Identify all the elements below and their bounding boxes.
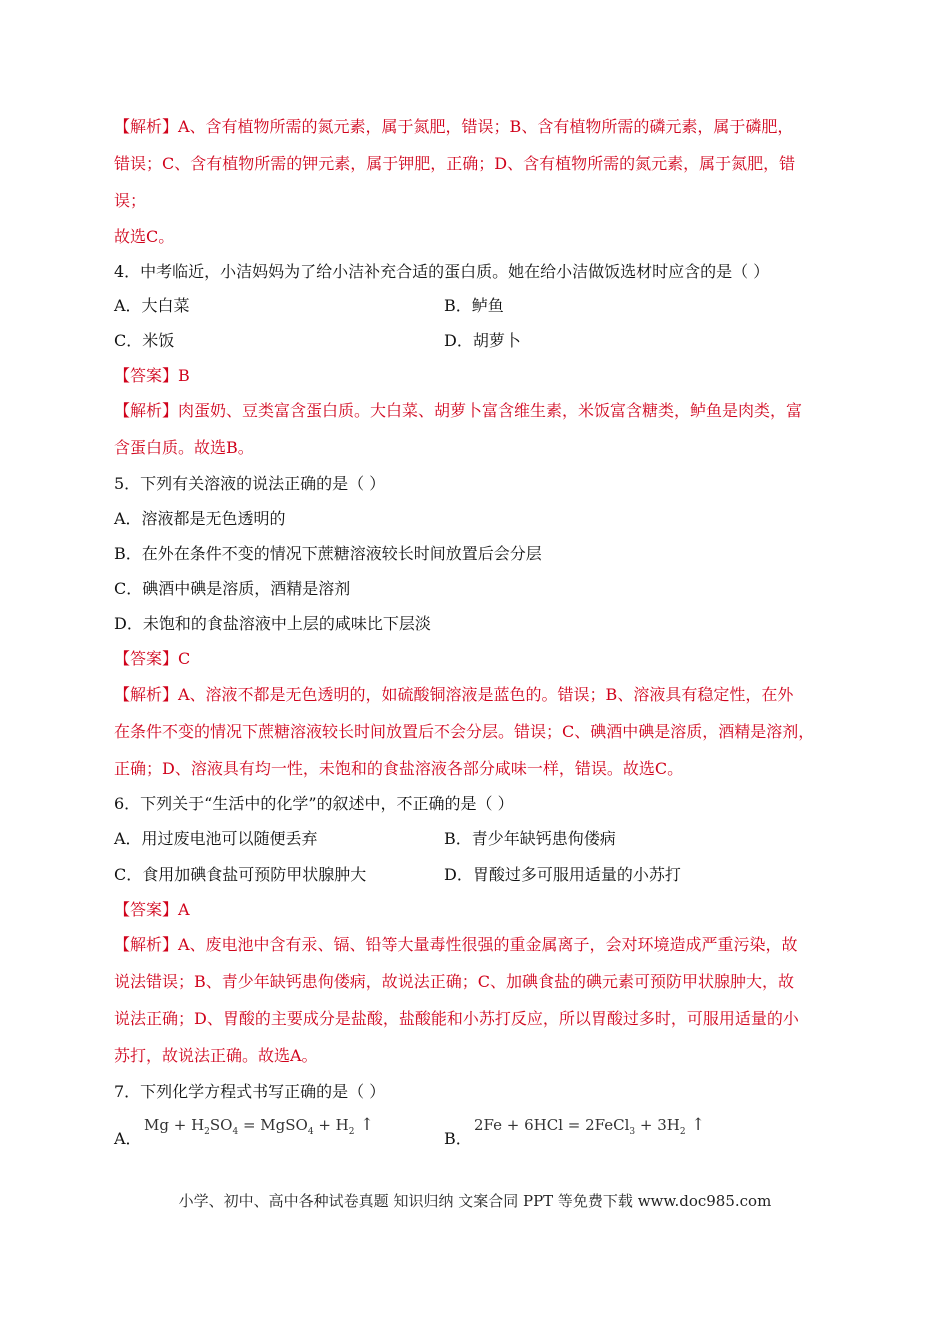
- q5-option-c: C．碘酒中碘是溶质，酒精是溶剂: [114, 579, 351, 598]
- q7-equation-a: $Mg + H_2SO_4$ = MgSO$_4$ + $H_2$ ↑: [144, 1115, 375, 1137]
- q4-option-a: A．大白菜: [114, 296, 190, 315]
- q7-option-a-label: A．: [114, 1129, 142, 1148]
- page-footer: 小学、初中、高中各种试卷真题 知识归纳 文案合同 PPT 等免费下载 www.doc985.com: [178, 1192, 772, 1210]
- q5-answer: 【答案】C: [114, 649, 191, 668]
- q4-option-c: C．米饭: [114, 331, 175, 350]
- q6-analysis-line1: 【解析】A、废电池中含有汞、镉、铅等大量毒性很强的重金属离子，会对环境造成严重污染，故: [114, 935, 798, 954]
- q3-analysis-line3: 误；: [114, 191, 147, 210]
- q6-answer: 【答案】A: [114, 900, 190, 919]
- q7-stem: 7．下列化学方程式书写正确的是（ ）: [114, 1082, 386, 1101]
- q6-analysis-line4: 苏打，故说法正确。故选A。: [114, 1046, 318, 1065]
- q5-option-d: D．未饱和的食盐溶液中上层的咸味比下层淡: [114, 614, 431, 633]
- q4-option-d: D．胡萝卜: [444, 331, 521, 350]
- q6-option-b: B．青少年缺钙患佝偻病: [444, 829, 616, 848]
- gas-arrow-icon: ↑: [685, 1115, 706, 1135]
- q5-option-a: A．溶液都是无色透明的: [114, 509, 286, 528]
- q7-option-b-label: B．: [444, 1129, 472, 1148]
- q6-option-a: A．用过废电池可以随便丢弃: [114, 829, 318, 848]
- q6-option-d: D．胃酸过多可服用适量的小苏打: [444, 865, 681, 884]
- q6-analysis-line2: 说法错误；B、青少年缺钙患佝偻病，故说法正确；C、加碘食盐的碘元素可预防甲状腺肿大，故: [114, 972, 795, 991]
- q3-conclusion: 故选C。: [114, 227, 175, 246]
- gas-arrow-icon: ↑: [354, 1115, 375, 1135]
- q5-analysis-line1: 【解析】A、溶液不都是无色透明的，如硫酸铜溶液是蓝色的。错误；B、溶液具有稳定性，在外: [114, 685, 794, 704]
- q4-answer: 【答案】B: [114, 366, 190, 385]
- q4-option-b: B．鲈鱼: [444, 296, 504, 315]
- q4-analysis-line2: 含蛋白质。故选B。: [114, 438, 254, 457]
- q3-analysis-line2: 错误；C、含有植物所需的钾元素，属于钾肥，正确；D、含有植物所需的氮元素，属于氮肥，错: [114, 154, 796, 173]
- q5-stem: 5．下列有关溶液的说法正确的是（ ）: [114, 474, 386, 493]
- q5-analysis-line2: 在条件不变的情况下蔗糖溶液较长时间放置后不会分层。错误；C、碘酒中碘是溶质，酒精是溶剂，: [114, 722, 815, 741]
- q4-analysis-line1: 【解析】肉蛋奶、豆类富含蛋白质。大白菜、胡萝卜富含维生素，米饭富含糖类，鲈鱼是肉类，富: [114, 401, 803, 420]
- q3-analysis-line1: 【解析】A、含有植物所需的氮元素，属于氮肥，错误；B、含有植物所需的磷元素，属于磷肥，: [114, 117, 794, 136]
- q6-analysis-line3: 说法正确；D、胃酸的主要成分是盐酸，盐酸能和小苏打反应，所以胃酸过多时，可服用适量的小: [114, 1009, 799, 1028]
- q6-option-c: C．食用加碘食盐可预防甲状腺肿大: [114, 865, 367, 884]
- q4-stem: 4．中考临近，小洁妈妈为了给小洁补充合适的蛋白质。她在给小洁做饭选材时应含的是（ ）: [114, 262, 770, 281]
- q6-stem: 6．下列关于“生活中的化学”的叙述中，不正确的是（ ）: [114, 794, 514, 813]
- q7-equation-b: 2Fe + 6HCl = 2FeCl$_3$ + $3H_2$ ↑: [474, 1115, 706, 1137]
- q5-option-b: B．在外在条件不变的情况下蔗糖溶液较长时间放置后会分层: [114, 544, 542, 563]
- q5-analysis-line3: 正确；D、溶液具有均一性，未饱和的食盐溶液各部分咸味一样，错误。故选C。: [114, 759, 684, 778]
